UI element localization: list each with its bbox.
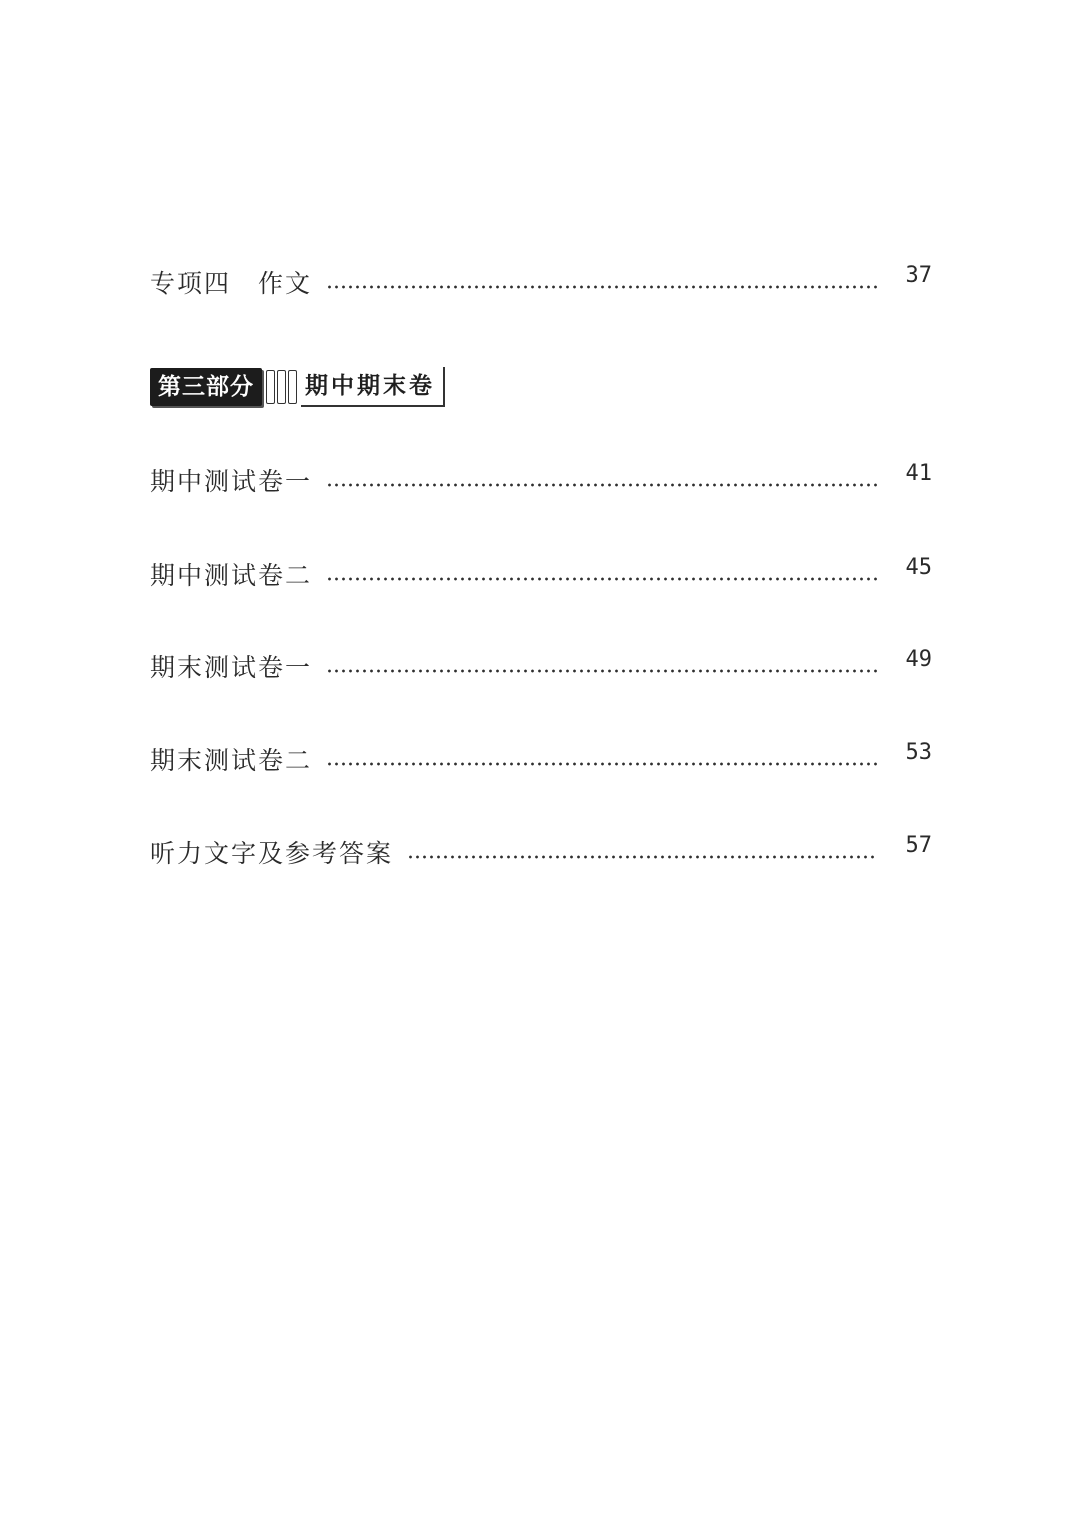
entry-title: 期中测试卷一 — [150, 467, 313, 496]
dot-leader — [326, 478, 878, 492]
entry-title: 听力文字及参考答案 — [150, 839, 394, 868]
toc-entry[interactable] — [150, 556, 932, 596]
section-label: 第三部分 — [150, 368, 262, 406]
bar-decoration — [288, 370, 297, 404]
entry-title: 期末测试卷一 — [150, 653, 313, 682]
toc-entry[interactable] — [150, 462, 932, 502]
bar-decoration — [266, 370, 275, 404]
toc-entry[interactable] — [150, 834, 932, 874]
bar-decoration — [277, 370, 286, 404]
dot-leader — [326, 572, 878, 586]
entry-page-number: 49 — [905, 647, 932, 672]
entry-page-number: 53 — [905, 740, 932, 765]
entry-title: 专项四 作文 — [150, 269, 313, 298]
entry-page-number: 41 — [905, 461, 932, 486]
section-title: 期中期末卷 — [301, 367, 445, 407]
dot-leader — [326, 280, 878, 294]
section-heading — [150, 367, 445, 407]
toc-entry[interactable] — [150, 741, 932, 781]
entry-page-number: 37 — [905, 263, 932, 288]
entry-title: 期末测试卷二 — [150, 746, 313, 775]
toc-entry[interactable] — [150, 264, 932, 304]
dot-leader — [326, 664, 878, 678]
dot-leader — [326, 757, 878, 771]
entry-page-number: 45 — [905, 555, 932, 580]
entry-page-number: 57 — [905, 833, 932, 858]
entry-title: 期中测试卷二 — [150, 561, 313, 590]
decorative-bars — [266, 370, 299, 404]
toc-entry[interactable] — [150, 648, 932, 688]
dot-leader — [407, 850, 878, 864]
